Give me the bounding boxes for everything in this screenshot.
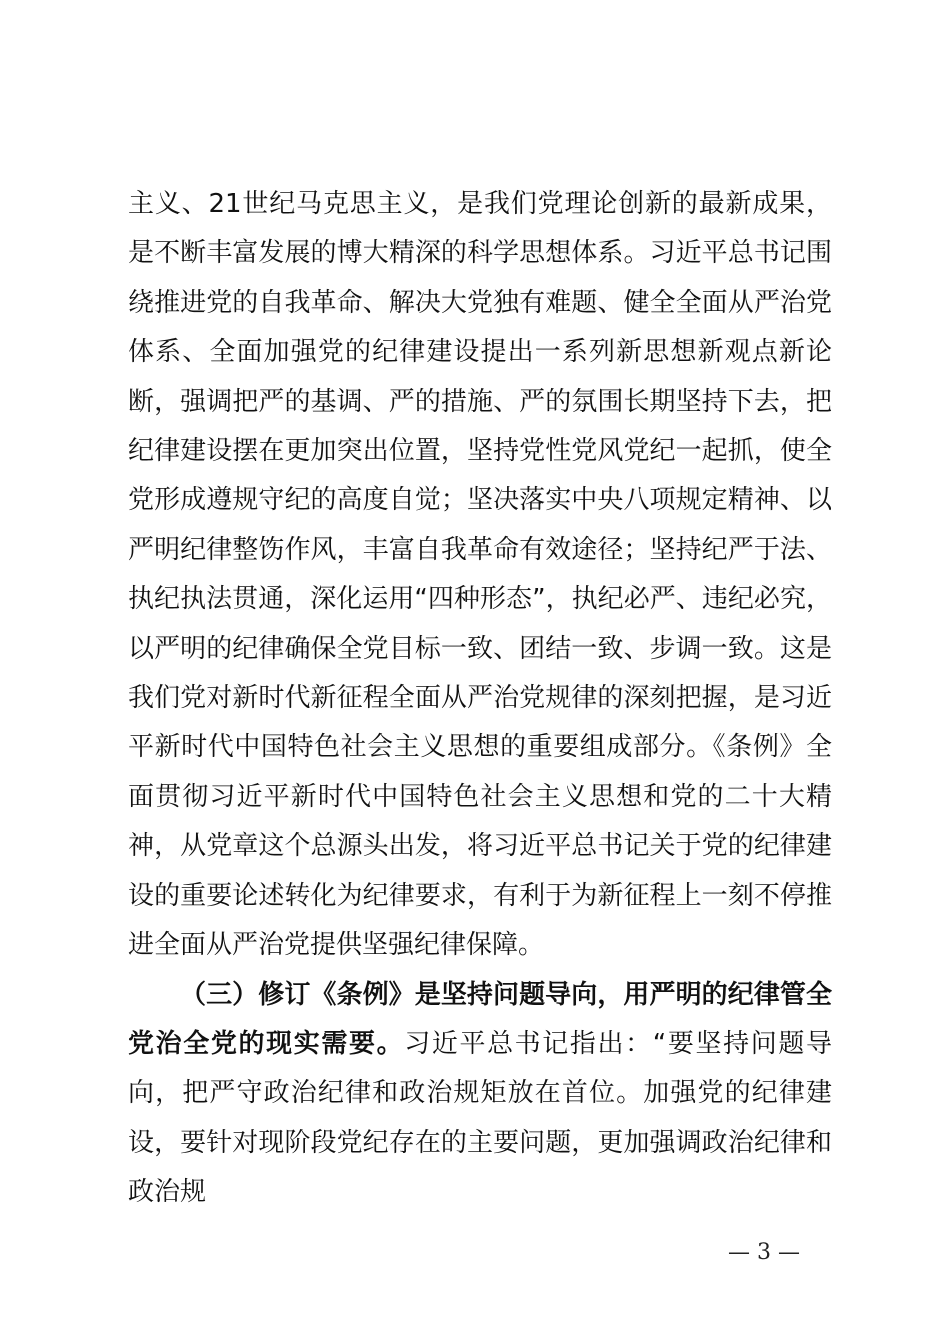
paragraph-1: 主义、21世纪马克思主义，是我们党理论创新的最新成果，是不断丰富发展的博大精深的科学思想体系。习近平总书记围绕推进党的自我革命、解决大党独有难题、健全全面从严治党体系、全面加强党的纪律建设提出一系列新思想新观点新论断，强调把严的基调、严的措施、严的氛围长期坚持下去，把纪律建设摆在更加突出位置，坚持党性党风党纪一起抓，使全党形成遵规守纪的高度自觉；坚决落实中央八项规定精神、以严明纪律整饬作风，丰富自我革命有效途径；坚持纪严于法、执纪执法贯通，深化运用“四种形态”，执纪必严、违纪必究，以严明的纪律确保全党目标一致、团结一致、步调一致。这是我们党对新时代新征程全面从严治党规律的深刻把握，是习近平新时代中国特色社会主义思想的重要组成部分。《条例》全面贯彻习近平新时代中国特色社会主义思想和党的二十大精神，从党章这个总源头出发，将习近平总书记关于党的纪律建设的重要论述转化为纪律要求，有利于为新征程上一刻不停推进全面从严治党提供坚强纪律保障。 — [128, 189, 832, 961]
section-heading: （三）修订《条例》是坚持问题导向，用严明的纪律管全党治全党的现实需要。 — [128, 979, 832, 1059]
paragraph-2 — [128, 971, 832, 1218]
document-body — [128, 180, 832, 1218]
paragraph-2-body: 习近平总书记指出：“要坚持问题导向，把严守政治纪律和政治规矩放在首位。加强党的纪律建设，要针对现阶段党纪存在的主要问题，更加强调政治纪律和政治规 — [128, 1028, 832, 1208]
page-number: — 3 — — [728, 1240, 800, 1265]
